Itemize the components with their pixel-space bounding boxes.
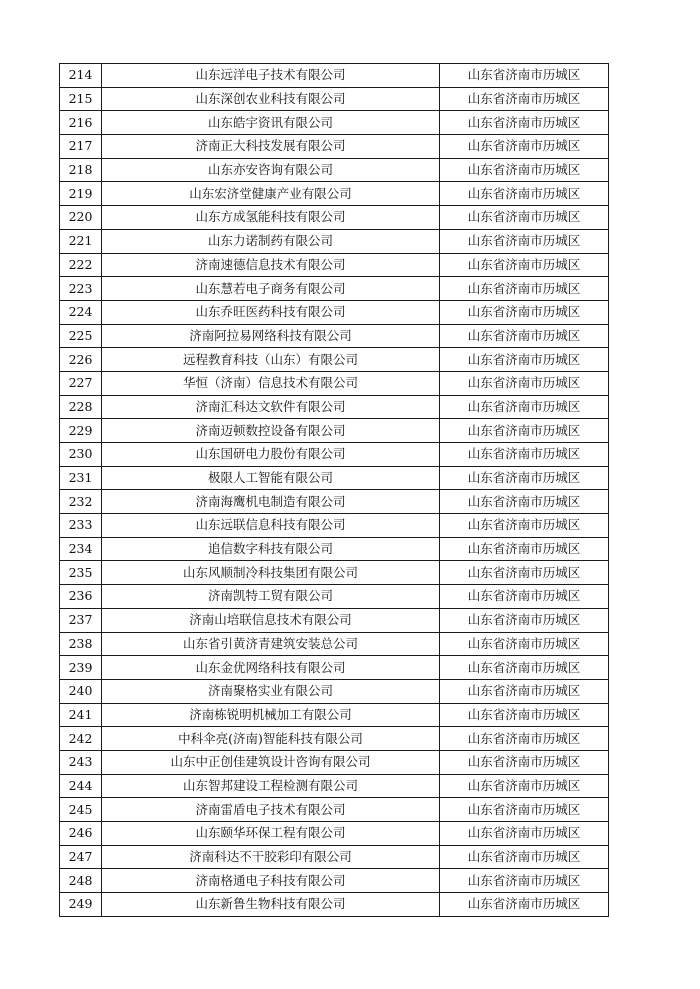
table-row [60, 371, 609, 395]
table-row [60, 774, 609, 798]
row-number-cell: 218 [60, 158, 102, 182]
location-cell: 山东省济南市历城区 [440, 774, 609, 798]
table-row [60, 537, 609, 561]
table-row [60, 798, 609, 822]
table-row [60, 324, 609, 348]
company-name-cell: 山东亦安咨询有限公司 [102, 158, 440, 182]
row-number-cell: 229 [60, 419, 102, 443]
row-number-cell: 215 [60, 87, 102, 111]
table-row [60, 253, 609, 277]
company-name-cell: 济南聚格实业有限公司 [102, 679, 440, 703]
table-row [60, 585, 609, 609]
location-cell: 山东省济南市历城区 [440, 561, 609, 585]
location-cell: 山东省济南市历城区 [440, 206, 609, 230]
company-name-cell: 山东远洋电子技术有限公司 [102, 64, 440, 88]
company-name-cell: 山东智邦建设工程检测有限公司 [102, 774, 440, 798]
company-name-cell: 济南正大科技发展有限公司 [102, 135, 440, 159]
location-cell: 山东省济南市历城区 [440, 798, 609, 822]
row-number-cell: 240 [60, 679, 102, 703]
location-cell: 山东省济南市历城区 [440, 158, 609, 182]
row-number-cell: 236 [60, 585, 102, 609]
location-cell: 山东省济南市历城区 [440, 869, 609, 893]
location-cell: 山东省济南市历城区 [440, 111, 609, 135]
location-cell: 山东省济南市历城区 [440, 679, 609, 703]
company-name-cell: 山东金优网络科技有限公司 [102, 656, 440, 680]
company-name-cell: 济南凯特工贸有限公司 [102, 585, 440, 609]
row-number-cell: 216 [60, 111, 102, 135]
company-name-cell: 山东中正创佳建筑设计咨询有限公司 [102, 750, 440, 774]
row-number-cell: 245 [60, 798, 102, 822]
location-cell: 山东省济南市历城区 [440, 727, 609, 751]
company-name-cell: 极限人工智能有限公司 [102, 466, 440, 490]
company-name-cell: 追信数字科技有限公司 [102, 537, 440, 561]
table-row [60, 869, 609, 893]
row-number-cell: 242 [60, 727, 102, 751]
company-name-cell: 山东深创农业科技有限公司 [102, 87, 440, 111]
table-row [60, 158, 609, 182]
table-row [60, 229, 609, 253]
row-number-cell: 232 [60, 490, 102, 514]
table-row [60, 656, 609, 680]
company-name-cell: 济南速德信息技术有限公司 [102, 253, 440, 277]
table-row [60, 703, 609, 727]
row-number-cell: 248 [60, 869, 102, 893]
row-number-cell: 221 [60, 229, 102, 253]
table-row [60, 64, 609, 88]
row-number-cell: 231 [60, 466, 102, 490]
table-row [60, 727, 609, 751]
table-row [60, 87, 609, 111]
location-cell: 山东省济南市历城区 [440, 656, 609, 680]
company-name-cell: 山东风顺制冷科技集团有限公司 [102, 561, 440, 585]
company-name-cell: 山东远联信息科技有限公司 [102, 514, 440, 538]
location-cell: 山东省济南市历城区 [440, 703, 609, 727]
table-row [60, 206, 609, 230]
table-row [60, 135, 609, 159]
row-number-cell: 234 [60, 537, 102, 561]
company-name-cell: 山东宏济堂健康产业有限公司 [102, 182, 440, 206]
location-cell: 山东省济南市历城区 [440, 537, 609, 561]
location-cell: 山东省济南市历城区 [440, 277, 609, 301]
row-number-cell: 217 [60, 135, 102, 159]
table-row [60, 395, 609, 419]
company-name-cell: 华恒（济南）信息技术有限公司 [102, 371, 440, 395]
location-cell: 山东省济南市历城区 [440, 182, 609, 206]
table-row [60, 679, 609, 703]
company-name-cell: 山东颐华环保工程有限公司 [102, 822, 440, 846]
table-row [60, 182, 609, 206]
company-name-cell: 山东省引黄济青建筑安装总公司 [102, 632, 440, 656]
location-cell: 山东省济南市历城区 [440, 585, 609, 609]
company-name-cell: 山东方成氢能科技有限公司 [102, 206, 440, 230]
table-row [60, 561, 609, 585]
location-cell: 山东省济南市历城区 [440, 443, 609, 467]
table-row [60, 893, 609, 917]
location-cell: 山东省济南市历城区 [440, 371, 609, 395]
location-cell: 山东省济南市历城区 [440, 87, 609, 111]
location-cell: 山东省济南市历城区 [440, 419, 609, 443]
company-list-table [59, 63, 609, 917]
table-row [60, 490, 609, 514]
location-cell: 山东省济南市历城区 [440, 348, 609, 372]
location-cell: 山东省济南市历城区 [440, 514, 609, 538]
location-cell: 山东省济南市历城区 [440, 822, 609, 846]
company-name-cell: 济南海鹰机电制造有限公司 [102, 490, 440, 514]
row-number-cell: 224 [60, 300, 102, 324]
row-number-cell: 235 [60, 561, 102, 585]
row-number-cell: 249 [60, 893, 102, 917]
table-row [60, 822, 609, 846]
company-name-cell: 中科伞亮(济南)智能科技有限公司 [102, 727, 440, 751]
row-number-cell: 244 [60, 774, 102, 798]
company-name-cell: 济南迈顿数控设备有限公司 [102, 419, 440, 443]
company-name-cell: 山东力诺制药有限公司 [102, 229, 440, 253]
company-name-cell: 山东皓宇资讯有限公司 [102, 111, 440, 135]
location-cell: 山东省济南市历城区 [440, 395, 609, 419]
row-number-cell: 230 [60, 443, 102, 467]
table-row [60, 300, 609, 324]
location-cell: 山东省济南市历城区 [440, 300, 609, 324]
row-number-cell: 243 [60, 750, 102, 774]
table-row [60, 277, 609, 301]
company-name-cell: 山东新鲁生物科技有限公司 [102, 893, 440, 917]
location-cell: 山东省济南市历城区 [440, 253, 609, 277]
company-name-cell: 济南山培联信息技术有限公司 [102, 608, 440, 632]
row-number-cell: 220 [60, 206, 102, 230]
row-number-cell: 237 [60, 608, 102, 632]
location-cell: 山东省济南市历城区 [440, 845, 609, 869]
row-number-cell: 247 [60, 845, 102, 869]
company-name-cell: 济南格通电子科技有限公司 [102, 869, 440, 893]
row-number-cell: 226 [60, 348, 102, 372]
table-row [60, 466, 609, 490]
row-number-cell: 214 [60, 64, 102, 88]
row-number-cell: 228 [60, 395, 102, 419]
row-number-cell: 246 [60, 822, 102, 846]
company-name-cell: 山东国研电力股份有限公司 [102, 443, 440, 467]
row-number-cell: 225 [60, 324, 102, 348]
location-cell: 山东省济南市历城区 [440, 750, 609, 774]
table-body [60, 64, 609, 917]
row-number-cell: 241 [60, 703, 102, 727]
table-row [60, 608, 609, 632]
company-name-cell: 济南科达不干胶彩印有限公司 [102, 845, 440, 869]
location-cell: 山东省济南市历城区 [440, 135, 609, 159]
company-name-cell: 济南阿拉易网络科技有限公司 [102, 324, 440, 348]
company-name-cell: 远程教育科技（山东）有限公司 [102, 348, 440, 372]
table-row [60, 443, 609, 467]
company-name-cell: 山东乔旺医药科技有限公司 [102, 300, 440, 324]
location-cell: 山东省济南市历城区 [440, 490, 609, 514]
row-number-cell: 239 [60, 656, 102, 680]
table-row [60, 111, 609, 135]
company-name-cell: 山东慧若电子商务有限公司 [102, 277, 440, 301]
row-number-cell: 223 [60, 277, 102, 301]
table-row [60, 750, 609, 774]
location-cell: 山东省济南市历城区 [440, 608, 609, 632]
company-name-cell: 济南汇科达文软件有限公司 [102, 395, 440, 419]
location-cell: 山东省济南市历城区 [440, 632, 609, 656]
row-number-cell: 238 [60, 632, 102, 656]
table-row [60, 845, 609, 869]
location-cell: 山东省济南市历城区 [440, 64, 609, 88]
location-cell: 山东省济南市历城区 [440, 324, 609, 348]
row-number-cell: 227 [60, 371, 102, 395]
location-cell: 山东省济南市历城区 [440, 466, 609, 490]
table-row [60, 419, 609, 443]
row-number-cell: 219 [60, 182, 102, 206]
location-cell: 山东省济南市历城区 [440, 893, 609, 917]
row-number-cell: 233 [60, 514, 102, 538]
table-row [60, 632, 609, 656]
table-row [60, 348, 609, 372]
location-cell: 山东省济南市历城区 [440, 229, 609, 253]
table-row [60, 514, 609, 538]
company-name-cell: 济南栋锐明机械加工有限公司 [102, 703, 440, 727]
company-name-cell: 济南雷盾电子技术有限公司 [102, 798, 440, 822]
row-number-cell: 222 [60, 253, 102, 277]
